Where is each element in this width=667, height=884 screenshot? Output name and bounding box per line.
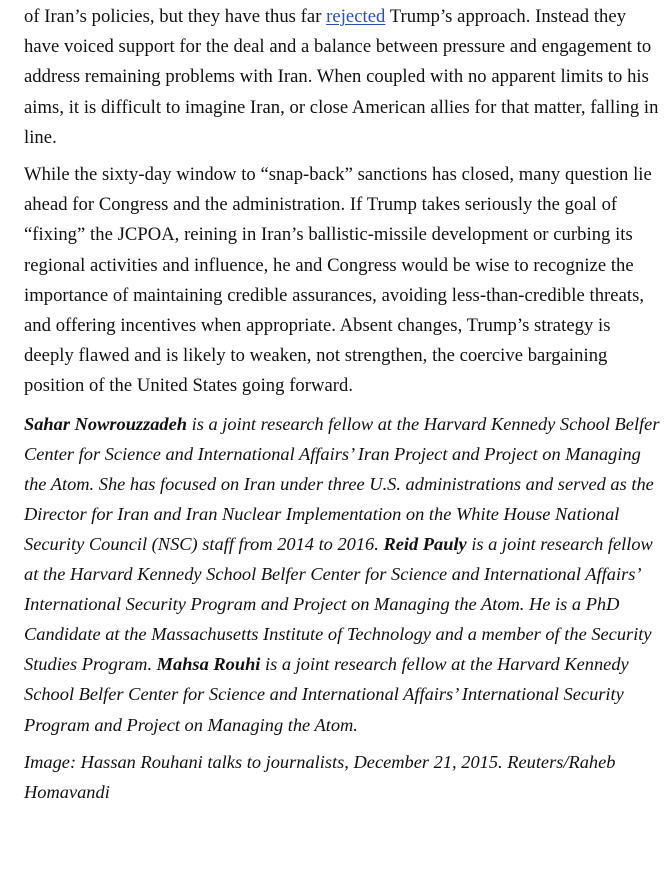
author-name-nowrouzzadeh: Sahar Nowrouzzadeh bbox=[24, 413, 188, 434]
author-name-rouhi: Mahsa Rouhi bbox=[156, 654, 261, 675]
author-bio bbox=[24, 409, 660, 740]
author-bio-nowrouzzadeh: is a joint research fellow at the Harvard Kennedy School Belfer Center for Science and International Affairs’ Iran Project and Project on Managing the Atom. She has focused on Iran under three U.S. administrations and served as the Director for Iran and Iran Nuclear Implementation on the White House National Security Council (NSC) staff from 2014 to 2016. bbox=[24, 413, 660, 555]
article-paragraph-1 bbox=[24, 2, 660, 153]
author-bio-rouhi: is a joint research fellow at the Harvard Kennedy School Belfer Center for Science and International Affairs’ International Security Program and Project on Managing the Atom. bbox=[24, 654, 629, 735]
paragraph-1-text-start: of Iran’s policies, but they have thus far bbox=[24, 6, 327, 27]
paragraph-1-text-end: Trump’s approach. Instead they have voiced support for the deal and a balance between pressure and engagement to address remaining problems with Iran. When coupled with no apparent limits to his aims, it is difficult to imagine Iran, or close American allies for that matter, falling in line. bbox=[24, 6, 659, 148]
article-body bbox=[24, 0, 660, 807]
image-caption: Image: Hassan Rouhani talks to journalists, December 21, 2015. Reuters/Raheb Homavandi bbox=[24, 751, 616, 802]
rejected-link[interactable]: rejected bbox=[326, 6, 386, 27]
author-bio-pauly: is a joint research fellow at the Harvard Kennedy School Belfer Center for Science and International Affairs’ International Security Program and Project on Managing the Atom. He is a PhD Candidate at the Massachusetts Institute of Technology and a member of the Security Studies Program. bbox=[24, 534, 653, 675]
author-name-pauly: Reid Pauly bbox=[383, 534, 467, 555]
article-paragraph-2: While the sixty-day window to “snap-back” sanctions has closed, many question lie ahead for Congress and the administration. If Trump takes seriously the goal of “fixing” the JCPOA, reining in Iran’s ballistic-missile development or curbing its regional activities and influence, he and Congress would be wise to recognize the importance of maintaining credible assurances, avoiding less-than-credible threats, and offering incentives when appropriate. Absent changes, Trump’s strategy is deeply flawed and is likely to weaken, not strengthen, the coercive bargaining position of the United States going forward. bbox=[24, 164, 652, 397]
